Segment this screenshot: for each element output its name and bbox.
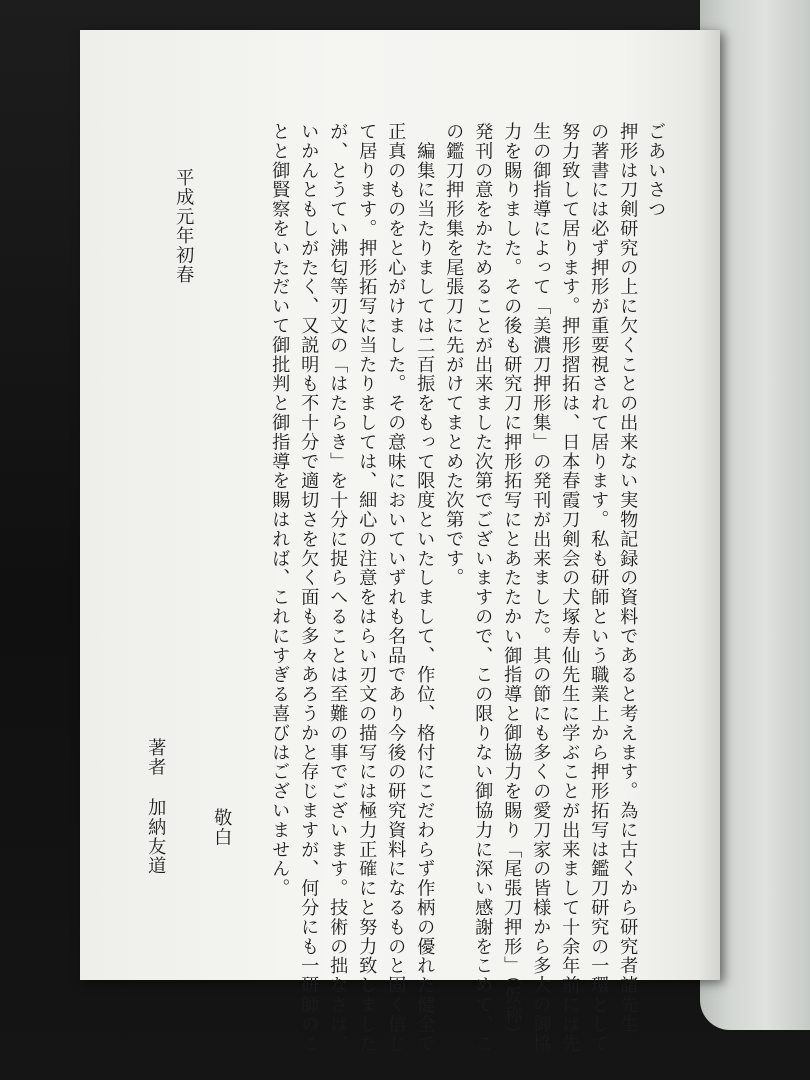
body-line: とと御賢察をいただいて御批判と御指導を賜はれば、これにすぎる喜びはございません。 [269,122,291,898]
author-name: 加納友道 [145,798,167,876]
author-label: 著者 [145,738,167,777]
body-line: の鑑刀押形集を尾張刀に先がけてまとめた次第です。 [443,122,465,588]
page-gutter-shadow [698,30,720,980]
body-line: 正真のものをと心がけました。その意味においていずれも名品であり今後の研究資料になるものと固く信じ [385,122,407,1054]
body-line: いかんともしがたく、又説明も不十分で適切さを欠く面も多々あろうかと存じますが、何分にも一研師のこ [298,122,320,1054]
body-line: 発刊の意をかためることが出来ました次第でございますので、この限りない御協力に深い感謝をこめて、こ [472,122,494,1054]
body-line: が、とうてい沸匂等刃文の「はたらき」を十分に捉らへることは至難の事でございます。技術の拙なさは、 [327,122,349,1054]
body-line: 力を賜りました。その後も研究刀に押形拓写にとあたたかい御指導と御協力を賜り「尾張刀押形」（仮称） [501,122,523,1045]
body-line: 編集に当たりましては二百振をもって限度といたしまして、作位、格付にこだわらず作柄の優れた健全で [414,122,436,1054]
body-line: て居ります。押形拓写に当たりましては、細心の注意をはらい刃文の描写には極力正確にと努力致しました [356,122,378,1054]
closing-remark: 敬白 [211,808,233,847]
body-line: 努力致して居ります。押形摺拓は、日本春霞刀剣会の犬塚寿仙先生に学ぶことが出来まして十余年前には先 [559,122,581,1054]
body-line: の著書には必ず押形が重要視されて居ります。私も研師という職業上から押形拓写は鑑刀研究の一環として [588,122,610,1054]
body-line: 生の御指導によって「美濃刀押形集」の発刊が出来ました。其の節にも多くの愛刀家の皆様から多大の御協 [530,122,552,1054]
body-line: 押形は刀剣研究の上に欠くことの出来ない実物記録の資料であると考えます。為に古くから研究者諸先生 [617,122,639,1034]
document-page [80,30,720,1054]
date-line: 平成元年初春 [173,168,195,285]
document-title: ごあいさつ [645,122,667,219]
